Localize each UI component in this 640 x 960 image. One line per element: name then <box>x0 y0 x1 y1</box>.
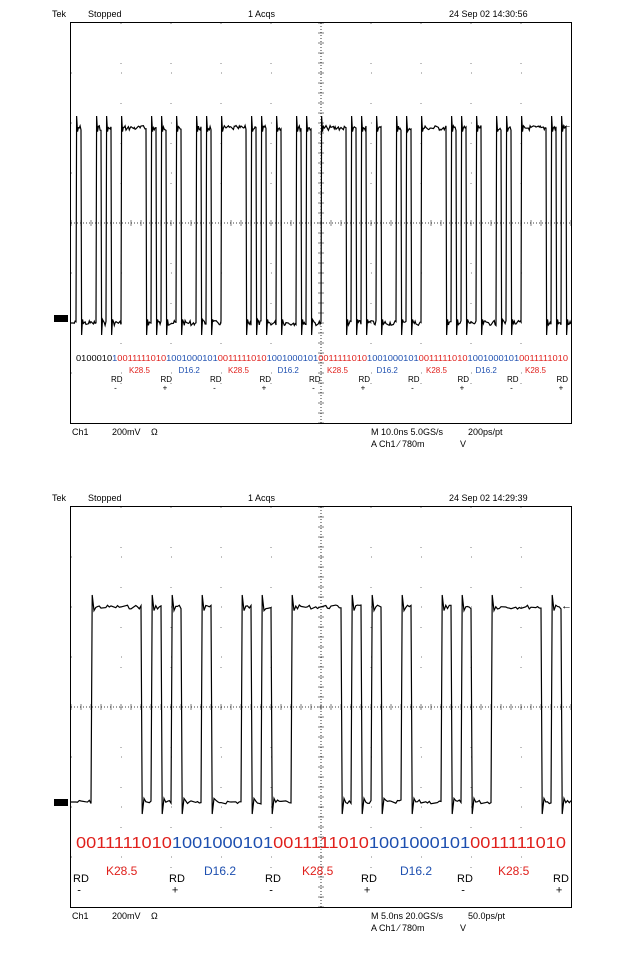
code-group-label: K28.5 <box>129 366 150 375</box>
running-disparity-sign: + <box>555 884 563 897</box>
running-disparity-sign: + <box>558 383 564 393</box>
code-group-label: K28.5 <box>327 366 348 375</box>
code-group-label: K28.5 <box>228 366 249 375</box>
brand-label: Tek <box>52 9 67 19</box>
running-disparity-label: RD <box>507 375 519 384</box>
code-group-label: K28.5 <box>525 366 546 375</box>
code-group-label: D16.2 <box>204 864 237 878</box>
bitstream-segment: 0011111010 <box>273 835 358 852</box>
running-disparity-sign: - <box>411 383 414 393</box>
channel-ground-marker <box>54 315 68 322</box>
scope-capture-2 <box>0 486 640 946</box>
waveform-plot <box>71 507 571 907</box>
running-disparity-sign: - <box>510 383 513 393</box>
running-disparity-sign: + <box>171 884 179 897</box>
trigger-level-arrow-icon: ← <box>561 600 572 612</box>
running-disparity-label: RD <box>169 873 185 885</box>
bitstream-segment: 0011111010 <box>418 354 461 363</box>
running-disparity-label: RD <box>556 375 569 384</box>
code-group-label: D16.2 <box>400 864 433 878</box>
running-disparity-sign: - <box>312 383 315 393</box>
trigger-setting: A Ch1 ⁄ 780m <box>371 923 425 933</box>
bitstream-segment: 1001000101 <box>171 835 261 852</box>
code-group-label: K28.5 <box>302 864 334 878</box>
acquisition-count: 1 Acqs <box>248 493 276 503</box>
run-state: Stopped <box>88 493 122 503</box>
running-disparity-label: RD <box>358 375 371 384</box>
impedance-symbol: Ω <box>151 911 158 921</box>
code-group-label: K28.5 <box>426 366 447 375</box>
running-disparity-label: RD <box>160 375 173 384</box>
bitstream-segment: 0011111010 <box>117 354 160 363</box>
trigger-level-arrow-icon: ← <box>561 119 572 131</box>
running-disparity-label: RD <box>259 375 272 384</box>
volts-per-div: 200mV <box>112 427 141 437</box>
run-state: Stopped <box>88 9 122 19</box>
running-disparity-sign: + <box>459 383 465 393</box>
running-disparity-label: RD <box>361 873 377 885</box>
brand-label: Tek <box>52 493 67 503</box>
bitstream-segment: 1001000101 <box>166 354 211 363</box>
channel-label: Ch1 <box>72 427 89 437</box>
bitstream-segment: 0011111010 <box>470 835 555 852</box>
code-group-label: D16.2 <box>277 366 299 375</box>
bitstream-label <box>76 835 566 852</box>
bitstream-segment: 1 <box>112 354 117 363</box>
impedance-symbol: Ω <box>151 427 158 437</box>
bitstream-segment: 0011111010 <box>76 835 161 852</box>
volts-per-div: 200mV <box>112 911 141 921</box>
running-disparity-sign: - <box>269 884 273 897</box>
acquisition-count: 1 Acqs <box>248 9 276 19</box>
scope-capture-1 <box>0 0 640 460</box>
running-disparity-sign: - <box>77 884 81 897</box>
code-group-label: K28.5 <box>106 864 138 878</box>
bitstream-segment: 1001000101 <box>467 354 513 363</box>
waveform-grid <box>70 22 572 424</box>
trigger-unit: V <box>460 923 467 933</box>
bitstream-label <box>76 354 569 363</box>
running-disparity-label: RD <box>457 375 470 384</box>
resolution: 200ps/pt <box>468 427 503 437</box>
trigger-setting: A Ch1 ⁄ 780m <box>371 439 425 449</box>
channel-ground-marker <box>54 799 68 806</box>
timestamp: 24 Sep 02 14:29:39 <box>449 493 528 503</box>
resolution: 50.0ps/pt <box>468 911 506 921</box>
waveform-trace <box>71 116 571 335</box>
bitstream-segment: 0100010 <box>76 354 108 363</box>
running-disparity-label: RD <box>553 873 569 885</box>
waveform-grid <box>70 506 572 908</box>
code-group-label: K28.5 <box>498 864 530 878</box>
running-disparity-label: RD <box>408 375 420 384</box>
running-disparity-label: RD <box>265 873 281 885</box>
trigger-unit: V <box>460 439 467 449</box>
code-group-label: D16.2 <box>475 366 497 375</box>
channel-label: Ch1 <box>72 911 89 921</box>
running-disparity-sign: - <box>114 383 117 393</box>
running-disparity-sign: + <box>363 884 371 897</box>
bitstream-segment: 0011111010 <box>318 354 361 363</box>
running-disparity-sign: - <box>213 383 216 393</box>
timebase: M 10.0ns 5.0GS/s <box>371 427 444 437</box>
code-group-label: D16.2 <box>178 366 200 375</box>
bitstream-segment: 1001000101 <box>266 354 312 363</box>
bitstream-segment: 0011111010 <box>519 354 562 363</box>
running-disparity-sign: + <box>261 383 267 393</box>
waveform-plot <box>71 23 571 423</box>
running-disparity-label: RD <box>111 375 123 384</box>
bitstream-segment: 1001000101 <box>368 835 458 852</box>
timebase: M 5.0ns 20.0GS/s <box>371 911 444 921</box>
running-disparity-label: RD <box>73 873 89 885</box>
timestamp: 24 Sep 02 14:30:56 <box>449 9 528 19</box>
bitstream-segment: 0011111010 <box>217 354 260 363</box>
running-disparity-sign: + <box>162 383 168 393</box>
running-disparity-sign: + <box>360 383 366 393</box>
running-disparity-label: RD <box>457 873 473 885</box>
running-disparity-sign: - <box>461 884 465 897</box>
running-disparity-label: RD <box>210 375 222 384</box>
running-disparity-label: RD <box>309 375 321 384</box>
code-group-label: D16.2 <box>376 366 398 375</box>
bitstream-segment: 1001000101 <box>367 354 412 363</box>
